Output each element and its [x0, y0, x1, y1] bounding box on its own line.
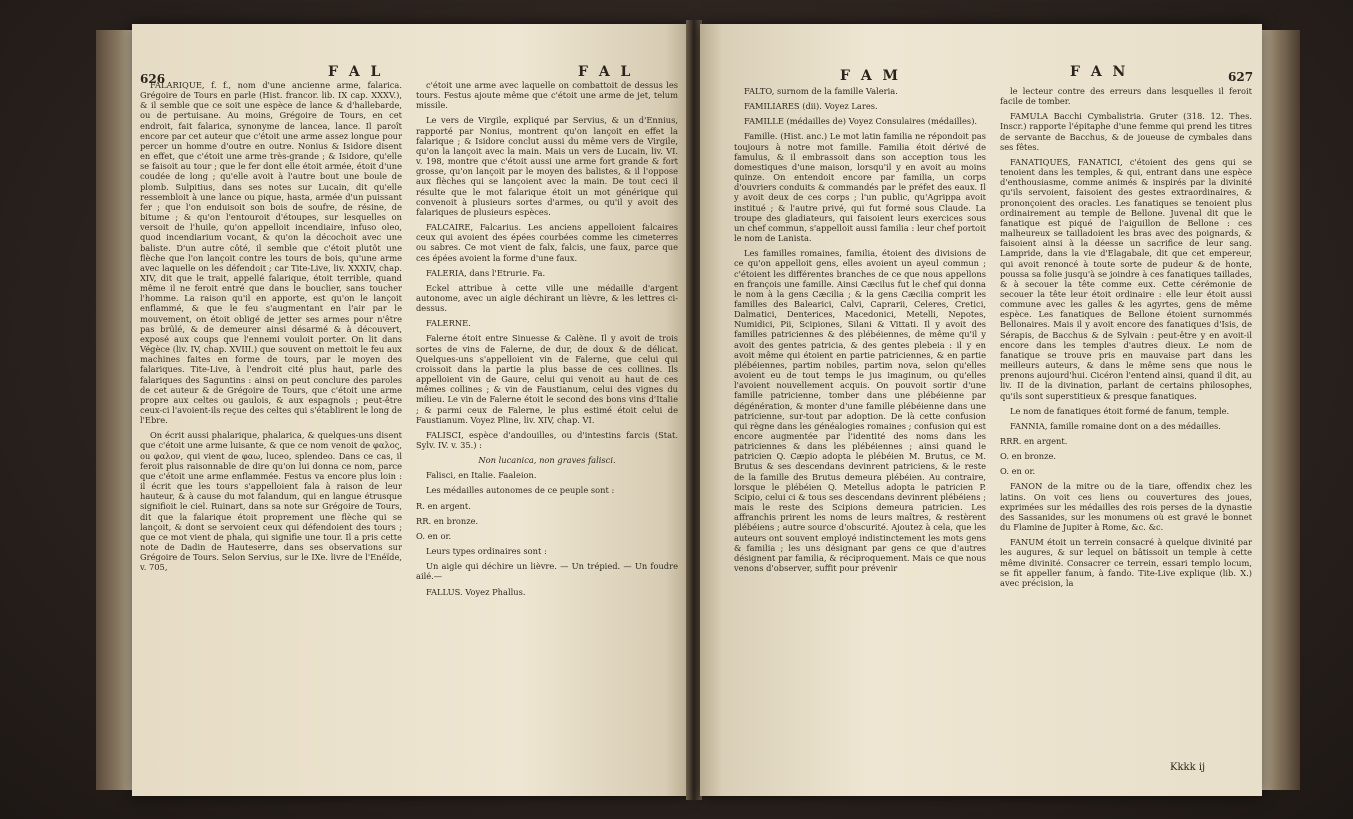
paragraph: le lecteur contre des erreurs dans lesquelles il feroit facile de tomber.	[1000, 86, 1252, 107]
paragraph: Famille. (Hist. anc.) Le mot latin familia ne répondoit pas toujours à notre mot famille. Familia étoit dérivé de famulus, & il embrassoit dans son acception tous les domestiques d'une maison, lorsqu'il y en avoit au moins quinze. On entendoit encore par familia, un corps d'ouvriers conduits & commandés par le préfet des eaux. Il y avoit deux de ces corps ; l'un public, qu'Agrippa avoit institué ; & l'autre privé, qui fut formé sous Claude. La troupe des gladiateurs, qui faisoient leurs exercices sous un chef commun, s'appelloit aussi familia : leur chef portoit le nom de Lanista.	[734, 131, 986, 244]
paragraph: Eckel attribue à cette ville une médaille d'argent autonome, avec un aigle déchirant un lièvre, & les lettres ci-dessus.	[416, 282, 678, 314]
paragraph: FALTO, surnom de la famille Valeria.	[744, 86, 898, 96]
paragraph: Non lucanica, non graves falisci.	[478, 455, 616, 466]
paragraph: FALISCI, espèce d'andouilles, ou d'intestins farcis (Stat. Sylv. IV. v. 35.) :	[416, 429, 678, 450]
paragraph: c'étoit une arme avec laquelle on combattoit de dessus les tours. Festus ajoute même que c'étoit une arme de jet, telum missile.	[416, 80, 678, 111]
right-page-number: 627	[1228, 70, 1254, 84]
left-page-edges	[96, 30, 134, 790]
paragraph: FALARIQUE, f. f., nom d'une ancienne arme, falarica. Grégoire de Tours en parle (Hist. francor. lib. IX cap. XXXV.), & il semble que ce soit une espèce de lance & d'hallebarde, ou de pertuisane. Au moins, Grégoire de Tours, en cet endroit, fait falarica, synonyme de lancea, lance. Il paroît encore par cet auteur que c'étoit une arme assez longue pour percer un homme d'outre en outre. Nonius & Isidore disent en effet, que c'étoit une arme très-grande ; & Isidore, qu'elle se faisoit au tour ; que le fer dont elle étoit armée, étoit d'une coudée de long ; qu'elle avoit à l'autre bout une boule de plomb. Sulpitius, dans ses notes sur Lucain, dit qu'elle ressembloit à une lance ou pique, hasta, armée d'un puissant fer ; que l'on enduisoit son bois de soufre, de résine, de bitume ; & qu'on l'entouroit d'étoupes, sur lesquelles on versoit de l'huile, qu'on appelloit incendiaire, infuso oleo, quod incendiarium vocant, & qu'on la décochoit avec une baliste. D'un autre côté, il semble que c'étoit plutôt une flèche que l'on lançoit contre les tours de bois, qu'une arme avec laquelle on les défendoit ; car Tite-Live, liv. XXXIV, chap. XIV, dit que le trait, appellé falarique, étoit terrible, quand même il ne feroit entré que dans le bouclier, sans toucher l'homme. La raison qu'il en apporte, est qu'on le lançoit enflammé, & que le feu s'augmentant en l'air par le mouvement, on étoit obligé de jetter ses armes pour n'être pas brûlé, & de demeurer ainsi désarmé & à découvert, exposé aux coups que l'ennemi vouloit porter. On lit dans Végèce (liv. IV, chap. XVIII.) que souvent on mettoit le feu aux machines faites en forme de tours, par le moyen des falariques. Tite-Live, à l'endroit cité plus haut, parle des falariques des Saguntins : ainsi on peut conclure des paroles de cet auteur & de Grégoire de Tours, que c'étoit une arme propre aux celtes ou gaulois, & aux espagnols ; peut-être ceux-ci l'avoient-ils reçue des celtes qui s'établirent le long de l'Ebre.	[140, 80, 402, 426]
paragraph: FANON de la mitre ou de la tiare, offendix chez les latins. On voit ces liens ou couvertures des joues, exprimées sur les médailles des rois perses de la dynastie des Sassanides, sur les monumens où est gravé le bonnet du Flamine de Jupiter à Rome, &c. &c.	[1000, 481, 1252, 533]
paragraph: FANATIQUES, FANATICI, c'étoient des gens qui se tenoient dans les temples, & qui, entrant dans une espèce d'enthousiasme, comme animés & inspirés par la divinité qu'ils servoient, faisoient des gestes extraordinaires, & prononçoient des oracles. Les fanatiques se tenoient plus ordinairement au temple de Bellone. Juvenal dit que le fanatique est piqué de l'aiguillon de Bellone : ces malheureux se tailladoient les bras avec des poignards, & faisoient ainsi à la déesse un sacrifice de leur sang. Lampride, dans la vie d'Elagabale, dit que cet empereur, qui avoit renoncé à toute sorte de pudeur & de honte, poussa sa folie jusqu'à se joindre à ces fanatiques taillades, & à secouer la tête comme eux. Cette cérémonie de secouer la tête leur étoit ordinaire : elle leur étoit aussi commune avec les galles & les agyrtes, gens de même espèce. Les fanatiques de Bellone étoient surnommés Bellonaires. Mais il y avoit encore des fanatiques d'Isis, de Sérapis, de Bacchus & de Sylvain : peut-être y en avoit-il encore dans les temples d'autres dieux. Le nom de fanatique se trouve pris en mauvaise part dans les meilleurs auteurs, & dans le même sens que nous le prenons aujourd'hui. Cicéron l'entend ainsi, quand il dit, au liv. II de la divination, parlant de certains philosophes, qu'ils sont superstitieux & presque fanatiques.	[1000, 156, 1252, 401]
left-column-2	[416, 80, 678, 602]
paragraph: Les familles romaines, familia, étoient des divisions de ce qu'on appelloit gens, elles avoient un ayeul commun ; c'étoient les différentes branches de ce que nous appellons en françois une famille. Ainsi Cæcilus fut le chef qui donna le nom à la gens Cæcilia ; & la gens Cæcilia comprit les familles des Balearici, Calvi, Caprarii, Celeres, Cretici, Dalmatici, Denterices, Macedonici, Metelli, Nepotes, Numidici, Pii, Scipiones, Silani & Vittati. Il y avoit des familles patriciennes & des plébéiennes, de même qu'il y avoit des gentes patricia, & des gentes plebeia : il y en avoit même qui étoient en partie patriciennes, & en partie plébéiennes, partim nobiles, partim nova, selon qu'elles avoient eu de tout temps le jus imaginum, ou qu'elles l'avoient nouvellement acquis. On pouvoit sortir d'une famille patricienne, tomber dans une plébéienne par dégénération, & monter d'une famille plébéienne dans une patricienne, sur-tout par adoption. De là cette confusion qui règne dans les généalogies romaines ; confusion qui est encore augmentée par l'identité des noms dans les patriciennes & dans les plébéiennes ; ainsi quand le patricien Q. Cæpio adopta le plébéien M. Brutus, ce M. Brutus & ses descendans devinrent patriciens, & le reste de la famille des Brutus demeura plébéien. Au contraire, lorsque le plébéien Q. Metellus adopta le patricien P. Scipio, celui ci & tous ses descendans devinrent plébéiens ; mais le reste des Scipions demeura patricien. Les affranchis prirent les noms de leurs maîtres, & restèrent plébéiens ; autre source d'obscurité. Ajoutez à cela, que les auteurs ont souvent employé indistinctement les mots gens & familia ; les uns désignant par gens ce que d'autres désignent par familia, & réciproquement. Mais ce que nous venons d'observer, suffit pour prévenir	[734, 248, 986, 574]
right-column-2	[1000, 86, 1252, 593]
paragraph: RR. en bronze.	[416, 515, 479, 526]
left-running-head-1: F A L	[328, 64, 384, 80]
right-column-1	[734, 86, 986, 578]
paragraph: FALCAIRE, Falcarius. Les anciens appelloient falcaires ceux qui avoient des épées courbées comme les cimeterres ou sabres. Ce mot vient de falx, falcis, une faux, parce que ces épées avoient la forme d'une faux.	[416, 222, 678, 263]
right-running-head-2: F A N	[1070, 64, 1129, 80]
paragraph: FAMILIARES (dii). Voyez Lares.	[744, 101, 878, 112]
paragraph: FALERIA, dans l'Etrurie. Fa.	[426, 267, 546, 278]
paragraph: FALERNE.	[426, 318, 471, 329]
paragraph: R. en argent.	[416, 500, 471, 511]
paragraph: FANUM étoit un terrein consacré à quelque divinité par les augures, & sur lequel on bâtissoit un temple à cette même divinité. Consacrer ce terrein, essari templo locum, se fit appeller fanum, à fando. Tite-Live explique (lib. X.) avec précision, la	[1000, 537, 1252, 588]
left-page	[132, 24, 688, 796]
paragraph: Les médailles autonomes de ce peuple sont :	[426, 485, 615, 496]
right-page	[700, 24, 1262, 796]
paragraph: Le nom de fanatiques étoit formé de fanum, temple.	[1010, 405, 1230, 416]
paragraph: Un aigle qui déchire un lièvre. — Un trépied. — Un foudre ailé.—	[416, 561, 678, 582]
paragraph: Le vers de Virgile, expliqué par Servius, & un d'Ennius, rapporté par Nonius, montrent qu'on lançoit en effet la falarique ; & Isidore conclut aussi du même vers de Virgile, qu'on la lançoit avec la main. Mais un vers de Lucain, liv. VI. v. 198, montre que c'étoit aussi une arme fort grande & fort grosse, qu'on lançoit par le moyen des balistes, & il l'oppose aux flèches qui se lançoient avec la main. De tout ceci il résulte que le mot falarique étoit un mot générique qui convenoit à plusieurs sortes d'armes, ou qu'il y avoit des falariques de plusieurs espèces.	[416, 115, 678, 217]
paragraph: FAMULA Bacchi Cymbalistria. Gruter (318. 12. Thes. Inscr.) rapporte l'épitaphe d'une femme qui prend les titres de servante de Bacchus, & de joueuse de cymbales dans ses fêtes.	[1000, 111, 1252, 152]
paragraph: O. en or.	[1000, 466, 1036, 477]
paragraph: Falerne étoit entre Sinuesse & Calène. Il y avoit de trois sortes de vins de Falerne, de dur, de doux & de délicat. Quelques-uns s'appelloient vin de Falerne, que celui qui croissoit dans la partie la plus basse de ces collines. Ils appelloient vin de Gaure, celui qui venoit au haut de ces mêmes collines ; & vin de Faustianum, celui des vignes du milieu. Le vin de Falerne étoit le second des bons vins d'Italie ; & parmi ceux de Falerne, le plus estimé étoit celui de Faustianum. Voyez Pline, liv. XIV, chap. VI.	[416, 333, 678, 425]
paragraph: Leurs types ordinaires sont :	[426, 546, 547, 557]
paragraph: O. en or.	[416, 530, 452, 541]
left-running-head-2: F A L	[578, 64, 634, 80]
left-page-number: 626	[140, 72, 166, 86]
paragraph: O. en bronze.	[1000, 451, 1057, 462]
right-page-edges	[1260, 30, 1300, 790]
right-running-head-1: F A M	[840, 68, 902, 84]
paragraph: Falisci, en Italie. Faaleion.	[426, 470, 537, 481]
paragraph: RRR. en argent.	[1000, 436, 1068, 446]
paragraph: FALLUS. Voyez Phallus.	[426, 586, 526, 597]
left-column-1	[140, 80, 402, 578]
paragraph: On écrit aussi phalarique, phalarica, & quelques-uns disent que c'étoit une arme luisante, & que ce nom venoit de φαλος, ou φαλον, qui vient de φαω, luceo, splendeo. Dans ce cas, il feroit plus raisonnable de dire qu'on lui donna ce nom, parce que c'étoit une arme enflammée. Festus va encore plus loin : il écrit que les tours s'appelloient fala à raison de leur hauteur, & à cause du mot falandum, qui en langue étrusque signifioit le ciel. Ruinart, dans sa note sur Grégoire de Tours, dit que la falarique étoit proprement une flèche qui se lançoit, & dont se servoient ceux qui défendoient des tours ; que ce mot vient de phala, qui signifie une tour. Il a pris cette note de Dadin de Hauteserre, dans ses observations sur Grégoire de Tours. Selon Servius, sur le IXe. livre de l'Enéïde, v. 705,	[140, 430, 402, 573]
paragraph: FANNIA, famille romaine dont on a des médailles.	[1010, 420, 1221, 431]
paragraph: FAMILLE (médailles de) Voyez Consulaires (médailles).	[744, 116, 978, 127]
signature-mark: Kkkk ij	[1170, 762, 1206, 773]
